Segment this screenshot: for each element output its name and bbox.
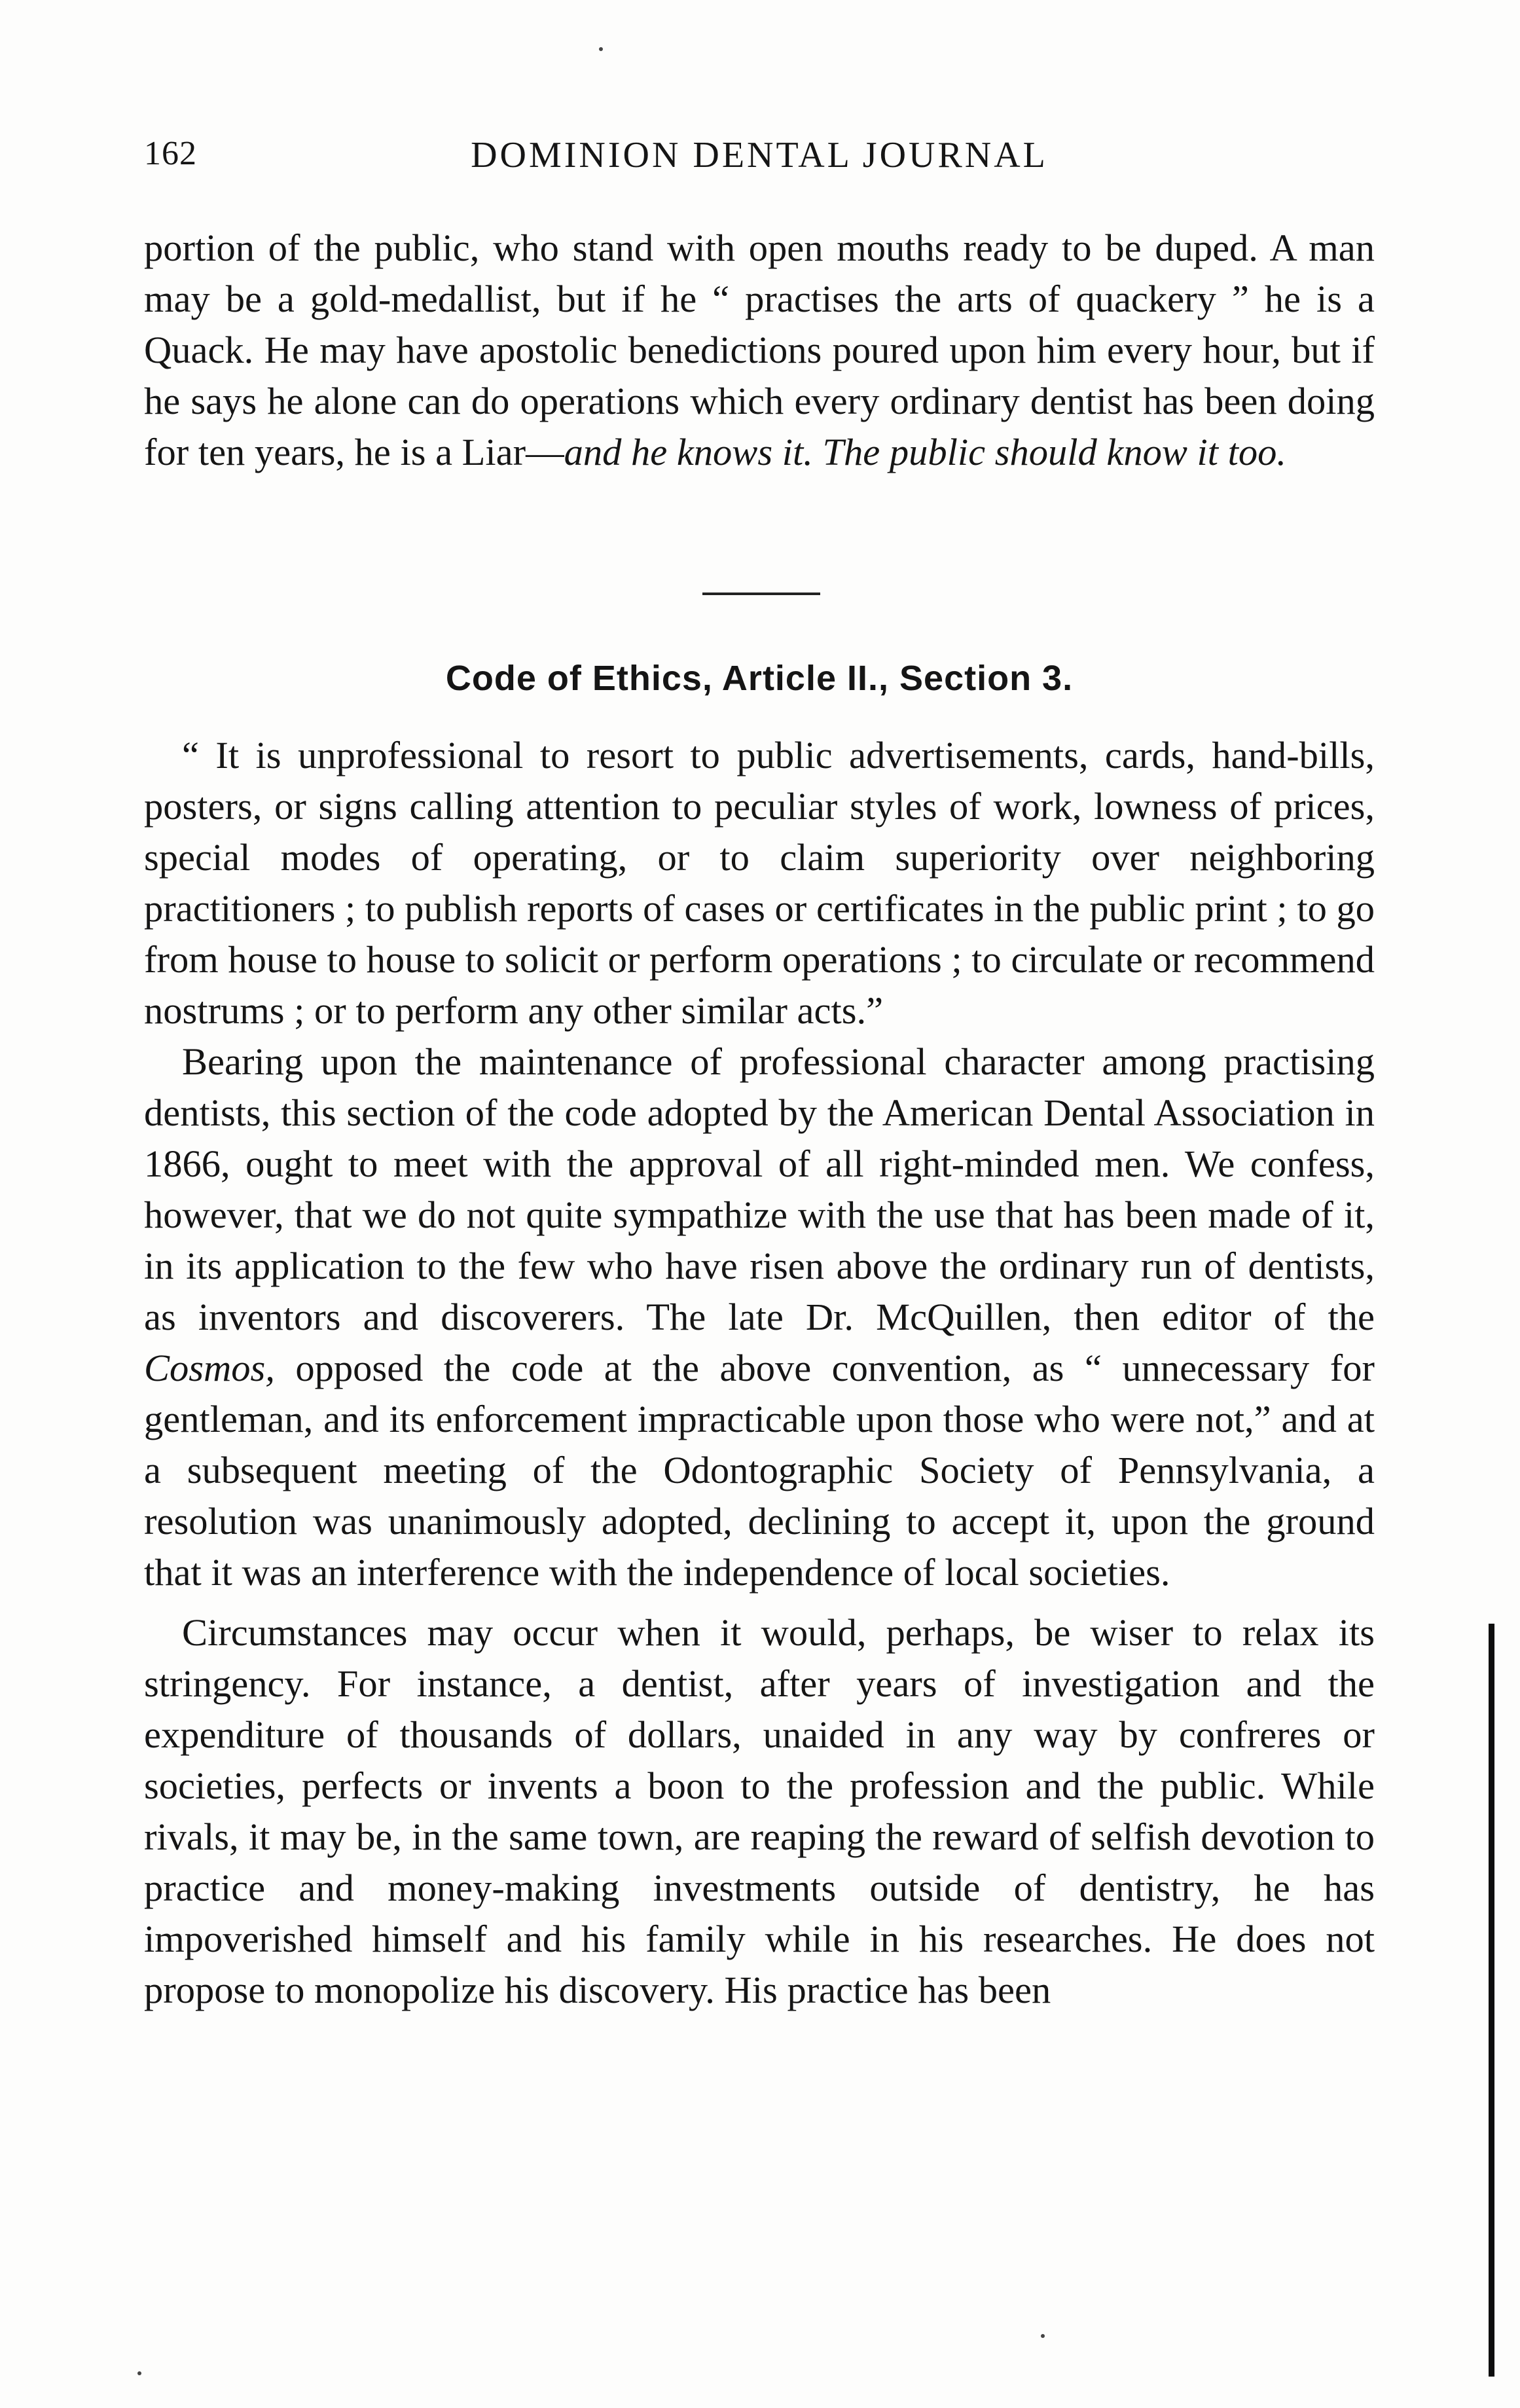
code-quote-paragraph: “ It is unprofessional to resort to public advertisements, cards, hand-bills, posters, or signs calling attention to peculiar styles of work, lowness of prices, special modes of operating, or to claim superiority over neighboring practitioners ; to publish reports of cases or certificates in the public print ; to go from house to house to solicit or perform operations ; to circulate or recommend nostrums ; or to perform any other similar acts.” [144, 734, 1375, 1032]
scan-speck [137, 2371, 141, 2375]
commentary-paragraph [144, 1036, 1375, 1598]
section-heading: Code of Ethics, Article II., Section 3. [445, 659, 1074, 698]
intro-italic-1: and he knows it. [564, 431, 813, 473]
intro-paragraph [144, 223, 1375, 478]
section-divider [702, 593, 820, 595]
page-number: 162 [144, 135, 197, 172]
intro-paragraph-block [144, 223, 1375, 478]
article-body [144, 730, 1375, 2016]
circumstances-paragraph: Circumstances may occur when it would, perhaps, be wiser to relax its stringency. For instance, a dentist, after years of investigation and the expenditure of thousands of dollars, unaided in any way by confreres or societies, perfects or invents a boon to the profession and the public. While rivals, it may be, in the same town, are reaping the reward of selfish devotion to practice and money-making investments outside of dentistry, he has impoverished himself and his family while in his researches. He does not propose to monopolize his discovery. His practice has been [144, 1611, 1375, 2011]
journal-title: DOMINION DENTAL JOURNAL [471, 135, 1048, 175]
intro-text: portion of the public, who stand with open mouths ready to be duped. A man may be a gold-medallist, but if he “ practises the arts of quackery ” he is a Quack. He may have apostolic benedictions poured upon him every hour, but if he says he alone can do operations which every ordinary dentist has been doing for ten years, he is a Liar— [144, 227, 1375, 473]
commentary-text-b: opposed the code at the above convention, as “ unnecessary for gentleman, and its enforcement impracticable upon those who were not,” and at a subsequent meeting of the Odontographic Society of Pennsylvania, a resolution was unanimously adopted, declining to accept it, upon the ground that it was an interference with the independence of local societies. [144, 1347, 1375, 1594]
scan-speck [1041, 2334, 1045, 2338]
commentary-text-a: Bearing upon the maintenance of professional character among practising dentists, this section of the code adopted by the American Dental Association in 1866, ought to meet with the approval of all right-minded men. We confess, however, that we do not quite sympathize with the use that has been made of it, in its application to the few who have risen above the ordinary run of dentists, as inventors and discoverers. The late Dr. McQuillen, then editor of the [144, 1040, 1375, 1338]
scan-speck [599, 47, 603, 51]
cosmos-title: Cosmos, [144, 1347, 275, 1389]
intro-italic-2: The public should know it too. [822, 431, 1286, 473]
scan-margin-bar [1489, 1624, 1494, 2377]
running-head [144, 134, 1375, 180]
